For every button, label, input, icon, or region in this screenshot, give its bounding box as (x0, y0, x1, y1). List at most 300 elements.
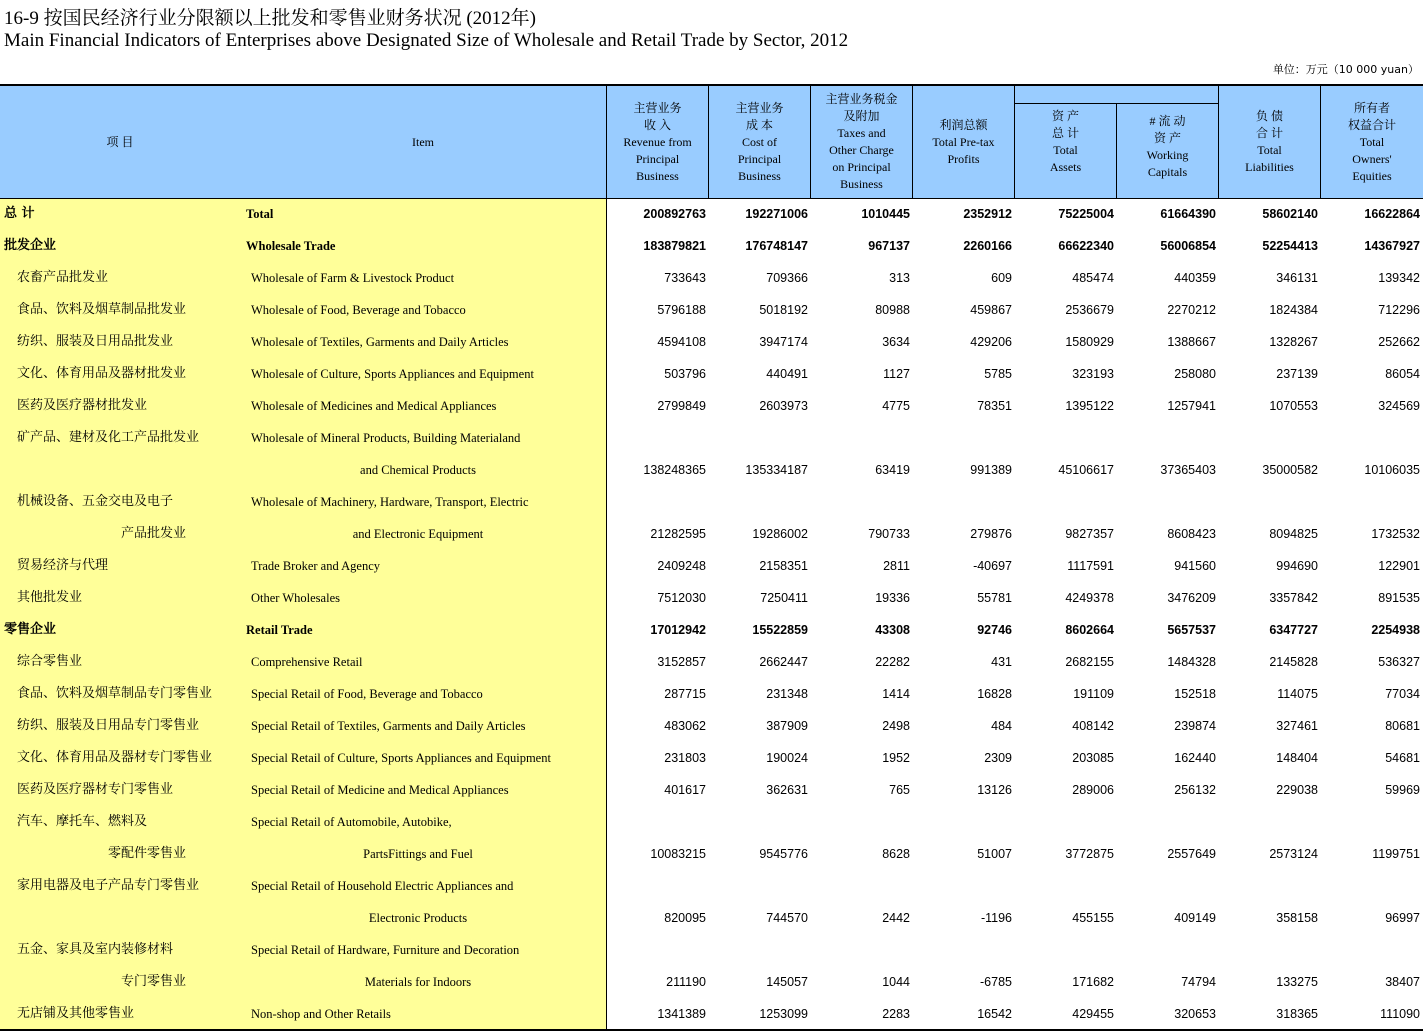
table-header (0, 86, 1423, 199)
row-value: 122901 (1378, 559, 1420, 573)
row-value (1014, 934, 1114, 966)
row-label-cn: 文化、体育用品及器材批发业 (17, 366, 187, 381)
row-label-cn: 总 计 (4, 206, 35, 221)
row-value: 16622864 (1364, 207, 1420, 221)
row-value (606, 806, 706, 838)
row-value: 96997 (1385, 911, 1420, 925)
row-value (810, 806, 910, 838)
row-value: 4594108 (657, 335, 706, 349)
row-value: -1196 (980, 911, 1012, 925)
row-value: 183879821 (643, 239, 706, 253)
row-label-en: and Electronic Equipment (352, 527, 484, 541)
row-value: 139342 (1378, 271, 1420, 285)
table-row (0, 646, 1423, 678)
row-value: 148404 (1276, 751, 1318, 765)
row-value: 820095 (664, 911, 706, 925)
table-title-cn: 16-9 按国民经济行业分限额以上批发和零售业财务状况 (2012年) (4, 8, 536, 29)
row-value (1014, 806, 1114, 838)
row-value (708, 486, 808, 518)
row-value: 258080 (1174, 367, 1216, 381)
row-value: 2603973 (759, 399, 808, 413)
row-value (1116, 806, 1216, 838)
row-label-cn: 其他批发业 (17, 590, 83, 605)
row-value: 16542 (977, 1007, 1012, 1021)
row-value: 10083215 (650, 847, 706, 861)
header-revenue: 主营业务 收 入 Revenue from Principal Business (623, 100, 692, 183)
row-value (708, 870, 808, 902)
row-value: 252662 (1378, 335, 1420, 349)
table-row (0, 998, 1423, 1030)
row-value: 2662447 (759, 655, 808, 669)
row-value (912, 806, 1012, 838)
row-value (1320, 870, 1420, 902)
row-value (1014, 486, 1114, 518)
row-value (810, 422, 910, 454)
row-label-cn: 汽车、摩托车、燃料及 (17, 814, 148, 829)
row-value (912, 934, 1012, 966)
row-value: 75225004 (1058, 207, 1114, 221)
row-value (1218, 486, 1318, 518)
header-divider (708, 86, 709, 198)
row-value: 52254413 (1262, 239, 1318, 253)
row-value: 712296 (1378, 303, 1420, 317)
table-row (0, 742, 1423, 774)
row-value: 320653 (1174, 1007, 1216, 1021)
row-label-en: Special Retail of Medicine and Medical Appliances (251, 783, 509, 797)
row-value: 37365403 (1160, 463, 1216, 477)
header-equity: 所有者 权益合计 Total Owners' Equities (1347, 100, 1396, 183)
row-value: 16828 (977, 687, 1012, 701)
row-value: 401617 (664, 783, 706, 797)
table-row (0, 870, 1423, 902)
table-row (0, 486, 1423, 518)
row-value: 58602140 (1262, 207, 1318, 221)
row-value: 318365 (1276, 1007, 1318, 1021)
row-value: 609 (991, 271, 1012, 285)
row-value: 324569 (1378, 399, 1420, 413)
row-value: 991389 (970, 463, 1012, 477)
row-value: 2145828 (1269, 655, 1318, 669)
row-value (606, 486, 706, 518)
header-divider (810, 86, 811, 198)
row-value: 66622340 (1058, 239, 1114, 253)
row-value: 362631 (766, 783, 808, 797)
row-label-en: Special Retail of Automobile, Autobike, (251, 815, 452, 829)
row-label-en: Special Retail of Textiles, Garments and Daily Articles (251, 719, 526, 733)
row-label-cn: 产品批发业 (120, 526, 186, 541)
row-value: 211190 (666, 975, 706, 989)
header-profit: 利润总额 Total Pre-tax Profits (932, 117, 995, 166)
row-value: 279876 (970, 527, 1012, 541)
row-value (708, 422, 808, 454)
row-value: 440359 (1174, 271, 1216, 285)
row-value: 19286002 (752, 527, 808, 541)
row-value: 941560 (1174, 559, 1216, 573)
row-value: 536327 (1378, 655, 1420, 669)
row-value: 2352912 (963, 207, 1012, 221)
row-value: 994690 (1276, 559, 1318, 573)
row-value: 1127 (883, 367, 910, 381)
row-value (810, 934, 910, 966)
row-value: 891535 (1378, 591, 1420, 605)
row-label-en: Retail Trade (246, 623, 313, 637)
row-value (606, 870, 706, 902)
row-value (1014, 422, 1114, 454)
row-value: 22282 (875, 655, 910, 669)
row-value: 190024 (766, 751, 808, 765)
row-value: 138248365 (643, 463, 706, 477)
header-assets: 资 产 总 计 Total Assets (1049, 109, 1082, 174)
table-row (0, 774, 1423, 806)
row-value: 1253099 (759, 1007, 808, 1021)
row-label-cn: 食品、饮料及烟草制品批发业 (17, 302, 187, 317)
row-value: 3634 (882, 335, 910, 349)
row-label-en: Wholesale of Food, Beverage and Tobacco (251, 303, 466, 317)
row-value: 14367927 (1364, 239, 1420, 253)
row-value: 408142 (1072, 719, 1114, 733)
row-label-cn: 机械设备、五金交电及电子 (17, 494, 174, 509)
row-label-cn: 贸易经济与代理 (17, 558, 109, 573)
row-label-en: Special Retail of Food, Beverage and Tobacco (251, 687, 483, 701)
row-value: 2557649 (1167, 847, 1216, 861)
row-value (1116, 486, 1216, 518)
header-item-en: Item (412, 134, 434, 149)
row-value: 231803 (664, 751, 706, 765)
row-value: 231348 (766, 687, 808, 701)
row-value: 1328267 (1269, 335, 1318, 349)
row-value: 59969 (1385, 783, 1420, 797)
row-value (1014, 870, 1114, 902)
row-value: 485474 (1072, 271, 1114, 285)
row-label-en: Wholesale of Mineral Products, Building Materialand (251, 431, 521, 445)
row-value: 484 (991, 719, 1012, 733)
row-value: 256132 (1174, 783, 1216, 797)
row-value: 43308 (875, 623, 910, 637)
table-row (0, 838, 1423, 870)
row-value: 10106035 (1364, 463, 1420, 477)
row-value: 2158351 (759, 559, 808, 573)
row-value: 1952 (882, 751, 910, 765)
row-value: 162440 (1174, 751, 1216, 765)
row-label-en: Special Retail of Household Electric Appliances and (251, 879, 514, 893)
table-row (0, 294, 1423, 326)
row-value: 287715 (664, 687, 706, 701)
row-value: 8602664 (1065, 623, 1114, 637)
row-value (810, 486, 910, 518)
row-value: 1257941 (1167, 399, 1216, 413)
row-value: 459867 (970, 303, 1012, 317)
row-label-en: Wholesale of Medicines and Medical Appliances (251, 399, 497, 413)
row-value: 135334187 (745, 463, 808, 477)
row-label-cn: 文化、体育用品及器材专门零售业 (17, 750, 213, 765)
row-value: 1580929 (1065, 335, 1114, 349)
row-value: 51007 (977, 847, 1012, 861)
row-label-cn: 批发企业 (4, 238, 57, 253)
header-subrule (1015, 103, 1218, 104)
row-value: 3152857 (657, 655, 706, 669)
table-row (0, 326, 1423, 358)
row-value (708, 806, 808, 838)
row-value: 111090 (1380, 1007, 1420, 1021)
row-label-cn: 专门零售业 (120, 974, 186, 989)
row-value: 9545776 (759, 847, 808, 861)
row-value: 358158 (1276, 911, 1318, 925)
row-label-en: PartsFittings and Fuel (363, 847, 473, 861)
row-value (912, 422, 1012, 454)
row-value: 409149 (1174, 911, 1216, 925)
table-row (0, 262, 1423, 294)
row-value: 1070553 (1269, 399, 1318, 413)
row-value: 38407 (1385, 975, 1420, 989)
row-label-en: Electronic Products (368, 911, 468, 925)
row-value: 429206 (970, 335, 1012, 349)
row-value: 2283 (882, 1007, 910, 1021)
row-value: 5796188 (657, 303, 706, 317)
row-label-en: and Chemical Products (360, 463, 476, 477)
row-value: 483062 (664, 719, 706, 733)
row-value: 1824384 (1269, 303, 1318, 317)
row-value (606, 422, 706, 454)
table-row (0, 422, 1423, 454)
row-value: 2270212 (1167, 303, 1216, 317)
row-value: 192271006 (745, 207, 808, 221)
header-liabilities: 负 债 合 计 Total Liabilities (1245, 109, 1294, 174)
row-value: 2498 (882, 719, 910, 733)
row-value: 5657537 (1167, 623, 1216, 637)
row-value: 80988 (875, 303, 910, 317)
table-row (0, 582, 1423, 614)
row-value: 2442 (882, 911, 910, 925)
row-value: 431 (991, 655, 1012, 669)
row-label-en: Wholesale of Culture, Sports Appliances and Equipment (251, 367, 534, 381)
row-label-cn: 医药及医疗器材专门零售业 (17, 782, 174, 797)
row-label-cn: 纺织、服装及日用品批发业 (17, 334, 174, 349)
header-item-cn: 项 目 (106, 134, 134, 149)
row-value (1218, 422, 1318, 454)
row-value: 3476209 (1167, 591, 1216, 605)
row-value (1320, 806, 1420, 838)
row-value: 2309 (984, 751, 1012, 765)
row-value: 7250411 (760, 591, 808, 605)
row-value: 19336 (875, 591, 910, 605)
row-label-en: Special Retail of Hardware, Furniture and Decoration (251, 943, 520, 957)
row-value: 17012942 (650, 623, 706, 637)
table-title-en: Main Financial Indicators of Enterprises above Designated Size of Wholesale and Retail Trade by Sector, 2012 (4, 30, 849, 51)
row-label-cn: 农畜产品批发业 (17, 270, 109, 285)
table-row (0, 454, 1423, 486)
row-value: 1732532 (1371, 527, 1420, 541)
table-row (0, 934, 1423, 966)
row-value: 77034 (1385, 687, 1420, 701)
row-value: 2573124 (1269, 847, 1318, 861)
row-value: 133275 (1276, 975, 1318, 989)
row-value: 8608423 (1167, 527, 1216, 541)
row-value: 765 (889, 783, 910, 797)
row-value: 6347727 (1269, 623, 1318, 637)
row-value: 63419 (875, 463, 910, 477)
row-value: 1388667 (1167, 335, 1216, 349)
row-value: 4249378 (1065, 591, 1114, 605)
row-value: 114075 (1277, 687, 1318, 701)
row-value: 55781 (977, 591, 1012, 605)
row-label-en: Total (246, 207, 274, 221)
table-row (0, 390, 1423, 422)
row-value: 45106617 (1058, 463, 1114, 477)
row-label-en: Wholesale of Farm & Livestock Product (251, 271, 455, 285)
row-label-cn: 无店铺及其他零售业 (17, 1006, 135, 1021)
header-divider (912, 86, 913, 198)
header-working: # 流 动 资 产 Working Capitals (1146, 114, 1189, 179)
table-row (0, 966, 1423, 998)
row-value: 13126 (977, 783, 1012, 797)
row-value: 8628 (882, 847, 910, 861)
row-value (1116, 934, 1216, 966)
row-value: 346131 (1276, 271, 1318, 285)
row-value: 790733 (868, 527, 910, 541)
row-label-cn: 零配件零售业 (107, 846, 186, 861)
row-value: 323193 (1072, 367, 1114, 381)
table-row (0, 358, 1423, 390)
header-divider (1116, 104, 1117, 198)
row-value (1320, 934, 1420, 966)
row-value: 289006 (1072, 783, 1114, 797)
row-value: 2260166 (963, 239, 1012, 253)
row-value: 21282595 (650, 527, 706, 541)
row-value (606, 934, 706, 966)
row-value: 7512030 (657, 591, 706, 605)
table-row (0, 614, 1423, 646)
header-taxes: 主营业务税金 及附加 Taxes and Other Charge on Principal Business (825, 92, 898, 191)
row-value: 455155 (1072, 911, 1114, 925)
row-value: -6785 (980, 975, 1012, 989)
row-label-cn: 纺织、服装及日用品专门零售业 (17, 718, 200, 733)
row-value: 35000582 (1262, 463, 1318, 477)
row-value: 4775 (882, 399, 910, 413)
table-row (0, 550, 1423, 582)
row-value: 313 (889, 271, 910, 285)
row-label-cn: 家用电器及电子产品专门零售业 (17, 878, 200, 893)
row-value: 733643 (664, 271, 706, 285)
row-value: 1414 (882, 687, 910, 701)
row-value: -40697 (973, 559, 1012, 573)
row-value: 2409248 (657, 559, 706, 573)
row-label-cn: 零售企业 (4, 622, 57, 637)
row-label-cn: 食品、饮料及烟草制品专门零售业 (17, 686, 213, 701)
row-value (1218, 934, 1318, 966)
row-label-en: Trade Broker and Agency (251, 559, 381, 573)
row-value: 2536679 (1065, 303, 1114, 317)
row-label-en: Wholesale Trade (246, 239, 336, 253)
row-value: 1395122 (1065, 399, 1114, 413)
row-value: 61664390 (1160, 207, 1216, 221)
row-value: 92746 (977, 623, 1012, 637)
row-value: 2254938 (1371, 623, 1420, 637)
row-value: 429455 (1072, 1007, 1114, 1021)
table-row (0, 678, 1423, 710)
row-value (1320, 486, 1420, 518)
row-value (1218, 806, 1318, 838)
row-value: 3772875 (1065, 847, 1114, 861)
row-label-cn: 综合零售业 (17, 654, 83, 669)
row-value: 54681 (1385, 751, 1420, 765)
table-row (0, 806, 1423, 838)
row-value: 15522859 (752, 623, 808, 637)
row-label-en: Wholesale of Textiles, Garments and Daily Articles (251, 335, 509, 349)
row-value (912, 870, 1012, 902)
row-value: 74794 (1181, 975, 1216, 989)
row-value (1218, 870, 1318, 902)
table-row (0, 710, 1423, 742)
row-value: 80681 (1385, 719, 1420, 733)
header-cost: 主营业务 成 本 Cost of Principal Business (735, 100, 784, 183)
row-value: 9827357 (1065, 527, 1114, 541)
table-row (0, 198, 1423, 230)
row-value (810, 870, 910, 902)
row-label-en: Non-shop and Other Retails (251, 1007, 391, 1021)
row-value: 56006854 (1160, 239, 1216, 253)
row-value: 744570 (766, 911, 808, 925)
row-value: 5785 (984, 367, 1012, 381)
header-divider (1218, 86, 1219, 198)
row-value (1116, 870, 1216, 902)
row-value: 200892763 (643, 207, 706, 221)
row-value: 145057 (766, 975, 808, 989)
row-value: 2799849 (657, 399, 706, 413)
row-label-en: Materials for Indoors (364, 975, 472, 989)
table-row (0, 902, 1423, 934)
row-value: 1341389 (657, 1007, 706, 1021)
row-value: 327461 (1276, 719, 1318, 733)
row-value: 1044 (882, 975, 910, 989)
row-value: 171682 (1072, 975, 1114, 989)
row-label-en: Special Retail of Culture, Sports Appliances and Equipment (251, 751, 551, 765)
row-value (1320, 422, 1420, 454)
row-value: 2682155 (1065, 655, 1114, 669)
row-value: 3357842 (1269, 591, 1318, 605)
row-value: 709366 (766, 271, 808, 285)
unit-label: 单位：万元（10 000 yuan） (1272, 63, 1419, 76)
row-value: 8094825 (1269, 527, 1318, 541)
row-value: 229038 (1276, 783, 1318, 797)
table-row (0, 518, 1423, 550)
row-value: 176748147 (745, 239, 808, 253)
row-value: 3947174 (759, 335, 808, 349)
row-value: 78351 (977, 399, 1012, 413)
row-label-cn: 五金、家具及室内装修材料 (17, 942, 174, 957)
row-label-cn: 矿产品、建材及化工产品批发业 (17, 430, 200, 445)
row-value: 191109 (1073, 687, 1114, 701)
row-value: 203085 (1072, 751, 1114, 765)
row-value: 967137 (868, 239, 910, 253)
row-label-en: Wholesale of Machinery, Hardware, Transport, Electric (251, 495, 529, 509)
row-value: 86054 (1385, 367, 1420, 381)
row-value: 237139 (1276, 367, 1318, 381)
row-value: 440491 (766, 367, 808, 381)
row-value (708, 934, 808, 966)
row-label-en: Comprehensive Retail (251, 655, 363, 669)
row-value (1116, 422, 1216, 454)
row-value: 387909 (766, 719, 808, 733)
row-value: 1484328 (1167, 655, 1216, 669)
header-divider (1320, 86, 1321, 198)
row-value: 503796 (664, 367, 706, 381)
row-label-en: Other Wholesales (251, 591, 340, 605)
row-label-cn: 医药及医疗器材批发业 (17, 398, 148, 413)
row-value: 1199751 (1372, 847, 1420, 861)
row-value: 239874 (1174, 719, 1216, 733)
row-value: 152518 (1174, 687, 1216, 701)
row-value: 1117591 (1067, 559, 1114, 573)
